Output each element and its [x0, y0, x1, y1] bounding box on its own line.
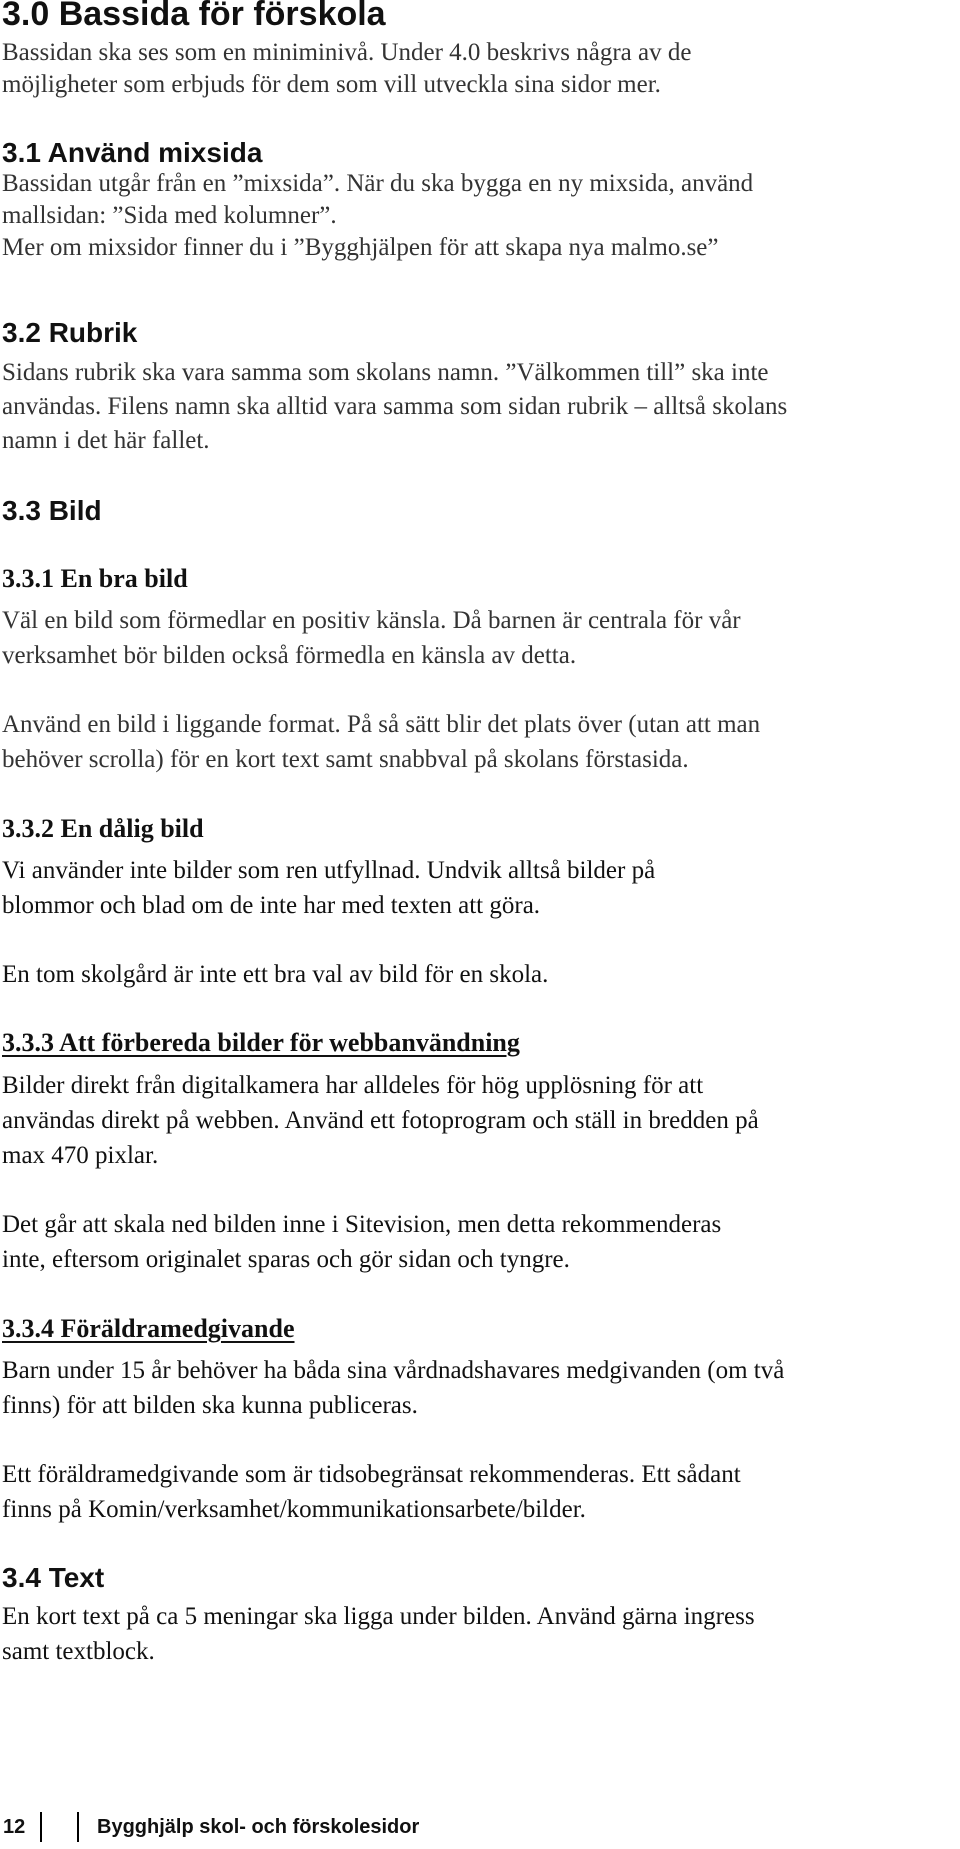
paragraph-line: möjligheter som erbjuds för dem som vill utveckla sina sidor mer.	[2, 71, 661, 98]
subsection-heading-3-3-1: 3.3.1 En bra bild	[2, 564, 188, 593]
footer-divider	[77, 1812, 79, 1842]
paragraph-line: blommor och blad om de inte har med texten att göra.	[2, 892, 541, 919]
paragraph-line: Det går att skala ned bilden inne i Sitevision, men detta rekommenderas	[2, 1211, 722, 1238]
paragraph-line: max 470 pixlar.	[2, 1142, 159, 1169]
paragraph-line: finns på Komin/verksamhet/kommunikationsarbete/bilder.	[2, 1496, 586, 1523]
subsection-heading-3-3-4: 3.3.4 Föräldramedgivande	[2, 1314, 295, 1343]
section-heading-3-2: 3.2 Rubrik	[2, 317, 138, 348]
paragraph-line: användas. Filens namn ska alltid vara samma som sidan rubrik – alltså skolans	[2, 393, 788, 420]
paragraph-line: Sidans rubrik ska vara samma som skolans namn. ”Välkommen till” ska inte	[2, 359, 769, 386]
paragraph-line: En tom skolgård är inte ett bra val av bild för en skola.	[2, 961, 549, 988]
section-heading-3-4: 3.4 Text	[2, 1562, 105, 1593]
paragraph-line: Bassidan utgår från en ”mixsida”. När du ska bygga en ny mixsida, använd	[2, 170, 754, 197]
section-heading-3-1: 3.1 Använd mixsida	[2, 137, 263, 168]
paragraph-line: Använd en bild i liggande format. På så sätt blir det plats över (utan att man	[2, 711, 761, 738]
paragraph-line: Bassidan ska ses som en miniminivå. Under 4.0 beskrivs några av de	[2, 39, 692, 66]
paragraph-line: inte, eftersom originalet sparas och gör sidan och tyngre.	[2, 1246, 570, 1273]
paragraph-line: samt textblock.	[2, 1638, 155, 1665]
paragraph-line: namn i det här fallet.	[2, 427, 210, 454]
paragraph-line: Vi använder inte bilder som ren utfyllnad. Undvik alltså bilder på	[2, 857, 656, 884]
paragraph-line: Mer om mixsidor finner du i ”Bygghjälpen för att skapa nya malmo.se”	[2, 234, 719, 261]
footer-title: Bygghjälp skol- och förskolesidor	[97, 1816, 420, 1838]
paragraph-line: Bilder direkt från digitalkamera har alldeles för hög upplösning för att	[2, 1072, 704, 1099]
subsection-heading-3-3-2: 3.3.2 En dålig bild	[2, 814, 204, 843]
footer-divider	[40, 1812, 42, 1842]
paragraph-line: mallsidan: ”Sida med kolumner”.	[2, 202, 337, 229]
paragraph-line: verksamhet bör bilden också förmedla en känsla av detta.	[2, 642, 577, 669]
paragraph-line: Väl en bild som förmedlar en positiv känsla. Då barnen är centrala för vår	[2, 607, 741, 634]
paragraph-line: Barn under 15 år behöver ha båda sina vårdnadshavares medgivanden (om två	[2, 1357, 785, 1384]
paragraph-line: En kort text på ca 5 meningar ska ligga under bilden. Använd gärna ingress	[2, 1603, 755, 1630]
paragraph-line: Ett föräldramedgivande som är tidsobegränsat rekommenderas. Ett sådant	[2, 1461, 741, 1488]
section-heading-3-3: 3.3 Bild	[2, 495, 102, 526]
paragraph-line: finns) för att bilden ska kunna publiceras.	[2, 1392, 418, 1419]
paragraph-line: behöver scrolla) för en kort text samt snabbval på skolans förstasida.	[2, 746, 689, 773]
subsection-heading-3-3-3: 3.3.3 Att förbereda bilder för webbanvändning	[2, 1028, 520, 1057]
page-number: 12	[3, 1816, 26, 1838]
section-heading-3-0: 3.0 Bassida för förskola	[2, 0, 386, 33]
paragraph-line: användas direkt på webben. Använd ett fotoprogram och ställ in bredden på	[2, 1107, 759, 1134]
